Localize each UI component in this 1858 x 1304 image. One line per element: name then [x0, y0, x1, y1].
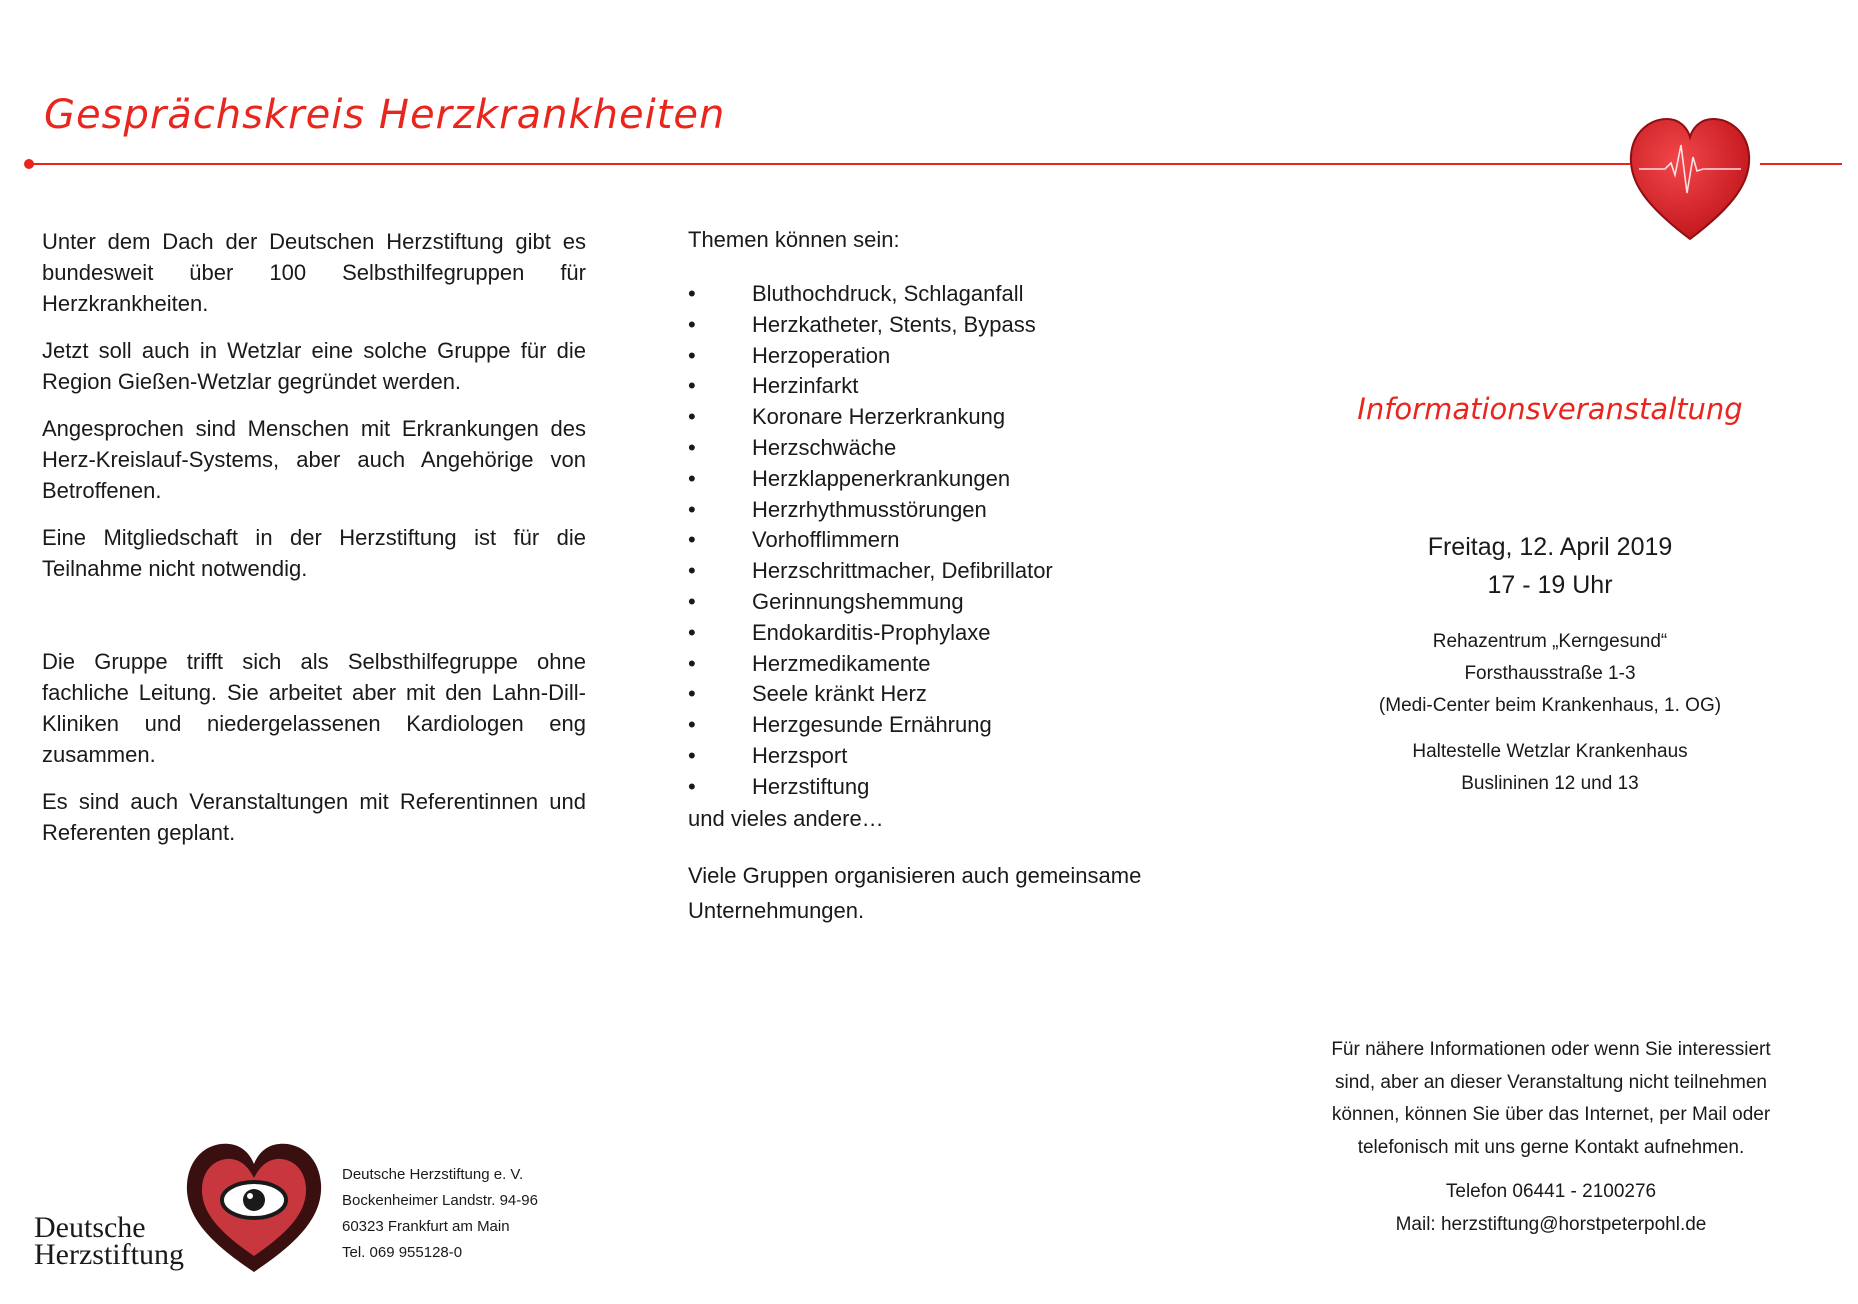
list-item: • Herzrhythmusstörungen [688, 495, 1208, 526]
footer-address [342, 1162, 538, 1266]
list-item: • Seele kränkt Herz [688, 679, 1208, 710]
topics-more: und vieles andere… [688, 805, 884, 831]
contact-text: Für nähere Informationen oder wenn Sie interessiert sind, aber an dieser Veranstaltung nicht teilnehmen können, können Sie über das Internet, per Mail oder telefonisch mit uns gerne Kontakt aufnehmen. [1331, 1039, 1771, 1158]
venue-line: (Medi-Center beim Krankenhaus, 1. OG) [1378, 695, 1722, 716]
list-item: • Herzinfarkt [688, 371, 1208, 402]
list-item: • Bluthochdruck, Schlaganfall [688, 279, 1208, 310]
list-item: • Herzklappenerkrankungen [688, 464, 1208, 495]
event-date: Freitag, 12. April 2019 [1427, 533, 1673, 561]
page-title: Gesprächskreis Herzkrankheiten [44, 92, 726, 138]
bullet-icon: • [688, 496, 696, 522]
bullet-icon: • [688, 373, 696, 399]
list-item: • Herzschwäche [688, 433, 1208, 464]
bullet-icon: • [688, 681, 696, 707]
bullet-icon: • [688, 434, 696, 460]
event-title: Informationsveranstaltung [1357, 392, 1743, 426]
venue-line: Rehazentrum „Kerngesund“ [1432, 631, 1668, 652]
address-street: Bockenheimer Landstr. 94-96 [342, 1192, 538, 1209]
list-item: • Gerinnungshemmung [688, 587, 1208, 618]
bullet-icon: • [688, 588, 696, 614]
intro-paragraph-4: Eine Mitgliedschaft in der Herzstiftung ist für die Teilnahme nicht notwendig. [42, 525, 586, 581]
contact-phone: Telefon 06441 - 2100276 [1445, 1181, 1657, 1202]
list-item: • Herzoperation [688, 341, 1208, 372]
bullet-icon: • [688, 742, 696, 768]
list-item: • Vorhofflimmern [688, 525, 1208, 556]
bullet-icon: • [688, 527, 696, 553]
list-item: • Koronare Herzerkrankung [688, 402, 1208, 433]
bullet-icon: • [688, 465, 696, 491]
contact-mail: Mail: herzstiftung@horstpeterpohl.de [1395, 1213, 1707, 1235]
intro-paragraph-2: Jetzt soll auch in Wetzlar eine solche Gruppe für die Region Gießen-Wetzlar gegründet werden. [42, 338, 586, 394]
intro-column [42, 226, 586, 864]
intro-paragraph-3: Angesprochen sind Menschen mit Erkrankungen des Herz-Kreislauf-Systems, aber auch Angehörige von Betroffenen. [42, 416, 586, 503]
list-item: • Herzschrittmacher, Defibrillator [688, 556, 1208, 587]
list-item: • Herzkatheter, Stents, Bypass [688, 310, 1208, 341]
venue-line: Forsthausstraße 1-3 [1464, 663, 1636, 684]
intro-paragraph-1: Unter dem Dach der Deutschen Herzstiftung gibt es bundesweit über 100 Selbsthilfegruppen für Herzkrankheiten. [42, 229, 586, 316]
logo-wordmark: Deutsche Herzstiftung [34, 1211, 184, 1271]
stop-line: Buslininen 12 und 13 [1461, 773, 1639, 794]
herzstiftung-logo [34, 1138, 334, 1278]
topics-heading: Themen können sein: [688, 227, 900, 252]
header-rule-end [1760, 163, 1842, 165]
event-venue [1300, 626, 1800, 722]
address-city: 60323 Frankfurt am Main [342, 1218, 510, 1235]
topics-organize: Viele Gruppen organisieren auch gemeinsame Unternehmungen. [688, 862, 1142, 923]
address-org: Deutsche Herzstiftung e. V. [342, 1166, 524, 1183]
event-details [1300, 528, 1800, 800]
event-bus-stop [1300, 736, 1800, 800]
bullet-icon: • [688, 404, 696, 430]
bullet-icon: • [688, 650, 696, 676]
list-item: • Endokarditis-Prophylaxe [688, 618, 1208, 649]
bullet-icon: • [688, 773, 696, 799]
bullet-icon: • [688, 619, 696, 645]
bullet-icon: • [688, 712, 696, 738]
topics-column [688, 224, 1208, 928]
address-tel: Tel. 069 955128-0 [342, 1244, 463, 1261]
heart-ecg-icon [1625, 115, 1755, 245]
list-item: • Herzstiftung [688, 772, 1208, 803]
list-item: • Herzgesunde Ernährung [688, 710, 1208, 741]
bullet-icon: • [688, 342, 696, 368]
heart-eye-icon [179, 1138, 329, 1278]
bullet-icon: • [688, 558, 696, 584]
list-item: • Herzmedikamente [688, 649, 1208, 680]
stop-line: Haltestelle Wetzlar Krankenhaus [1412, 741, 1688, 762]
contact-block [1310, 1034, 1792, 1241]
intro-paragraph-6: Es sind auch Veranstaltungen mit Referentinnen und Referenten geplant. [42, 789, 586, 845]
bullet-icon: • [688, 311, 696, 337]
bullet-icon: • [688, 281, 696, 306]
header-rule [30, 163, 1630, 165]
event-time: 17 - 19 Uhr [1487, 571, 1613, 599]
topics-list [688, 279, 1208, 803]
list-item: • Herzsport [688, 741, 1208, 772]
intro-paragraph-5: Die Gruppe trifft sich als Selbsthilfegruppe ohne fachliche Leitung. Sie arbeitet aber mit den Lahn-Dill-Kliniken und niedergelassenen Kardiologen eng zusammen. [42, 649, 586, 767]
